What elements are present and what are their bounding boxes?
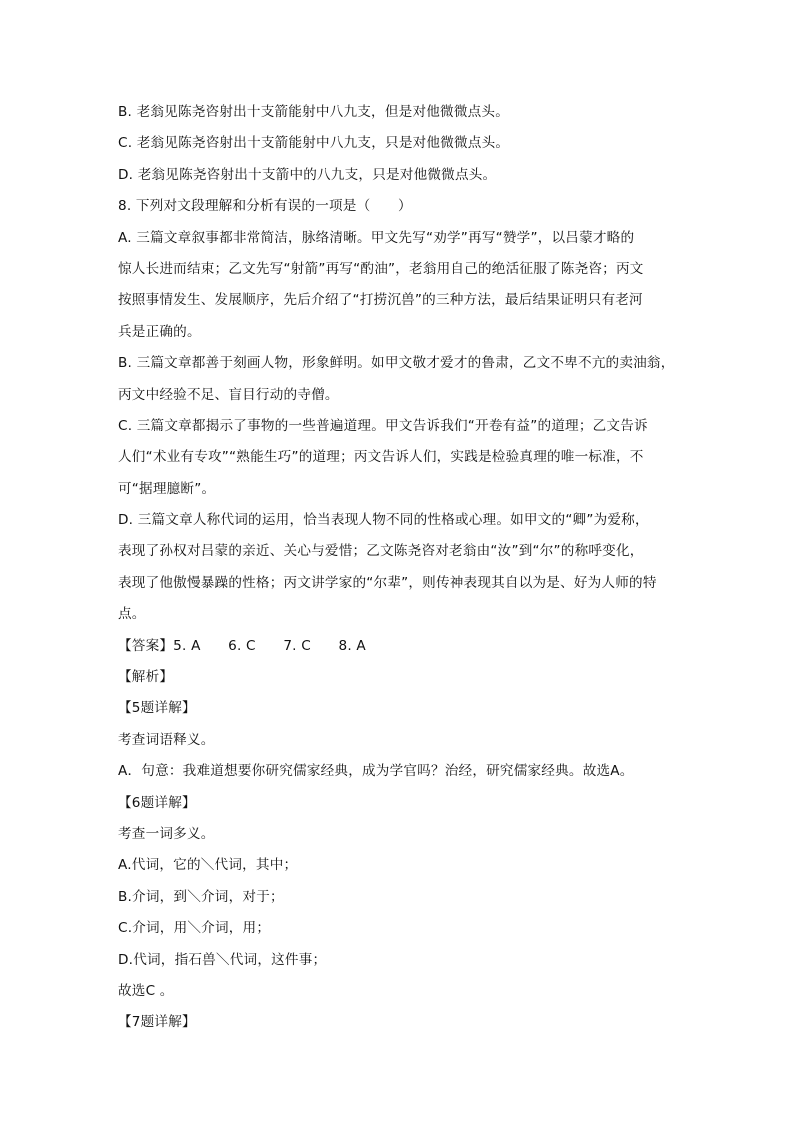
q6-option-a: A.代词，它的＼代词，其中；	[118, 857, 298, 874]
option-d-q8-line3: 表现了他傲慢暴躁的性格；丙文讲学家的“尔辈”，则传神表现其自以为是、好为人师的特	[118, 574, 657, 591]
option-d-q8-line4: 点。	[118, 606, 146, 623]
option-c-q7: C. 老翁见陈尧咨射出十支箭能射中八九支，只是对他微微点头。	[118, 135, 510, 152]
q6-option-b: B.介词，到＼介词，对于；	[118, 888, 284, 905]
q6-option-d: D.代词，指石兽＼代词，这件事；	[118, 951, 327, 968]
option-b-q8-line1: B. 三篇文章都善于刻画人物，形象鲜明。如甲文敬才爱才的鲁肃，乙文不卑不亢的卖油翁，	[118, 355, 675, 372]
q6-detail-heading: 【6题详解】	[118, 794, 196, 811]
option-c-q8-line2: 人们“术业有专攻”“熟能生巧”的道理；丙文告诉人们，实践是检验真理的唯一标准，不	[118, 449, 644, 466]
option-b-q7: B. 老翁见陈尧咨射出十支箭能射中八九支，但是对他微微点头。	[118, 104, 509, 120]
q6-topic: 考查一词多义。	[118, 825, 215, 842]
option-c-q8-line1: C. 三篇文章都揭示了事物的一些普遍道理。甲文告诉我们“开卷有益”的道理；乙文告诉	[118, 417, 648, 434]
q5-detail-heading: 【5题详解】	[118, 700, 196, 717]
q6-conclusion: 故选C 。	[118, 982, 174, 999]
option-a-q8-line4: 兵是正确的。	[118, 323, 201, 340]
analysis-heading: 【解析】	[118, 669, 174, 686]
option-a-q8-line3: 按照事情发生、发展顺序，先后介绍了“打捞沉兽”的三种方法，最后结果证明只有老河	[118, 292, 643, 309]
question-8: 8. 下列对文段理解和分析有误的一项是（ ）	[118, 198, 412, 215]
option-d-q8-line1: D. 三篇文章人称代词的运用，恰当表现人物不同的性格或心理。如甲文的“卿”为爱称，	[118, 512, 649, 529]
option-d-q8-line2: 表现了孙权对吕蒙的亲近、关心与爱惜；乙文陈尧咨对老翁由“汝”到“尔”的称呼变化，	[118, 543, 644, 560]
option-a-q8-line2: 惊人长进而结束；乙文先写“射箭”再写“酌油”，老翁用自己的绝活征服了陈尧咨；丙文	[118, 260, 644, 277]
document-page	[118, 101, 678, 1043]
option-b-q8-line2: 丙文中经验不足、盲目行动的寺僧。	[118, 386, 339, 403]
q5-topic: 考查词语释义。	[118, 731, 215, 748]
option-c-q8-line3: 可“据理臆断”。	[118, 480, 216, 497]
q5-explanation: A．句意：我难道想要你研究儒家经典，成为学官吗？治经，研究儒家经典。故选A。	[118, 763, 634, 780]
q7-detail-heading: 【7题详解】	[118, 1014, 196, 1031]
option-a-q8-line1: A. 三篇文章叙事都非常简洁，脉络清晰。甲文先写“劝学”再写“赞学”，以吕蒙才略的	[118, 229, 635, 246]
answer-key: 【答案】5. A 6. C 7. C 8. A	[118, 637, 366, 654]
q6-option-c: C.介词，用＼介词，用；	[118, 920, 271, 937]
option-d-q7: D. 老翁见陈尧咨射出十支箭中的八九支，只是对他微微点头。	[118, 166, 497, 183]
